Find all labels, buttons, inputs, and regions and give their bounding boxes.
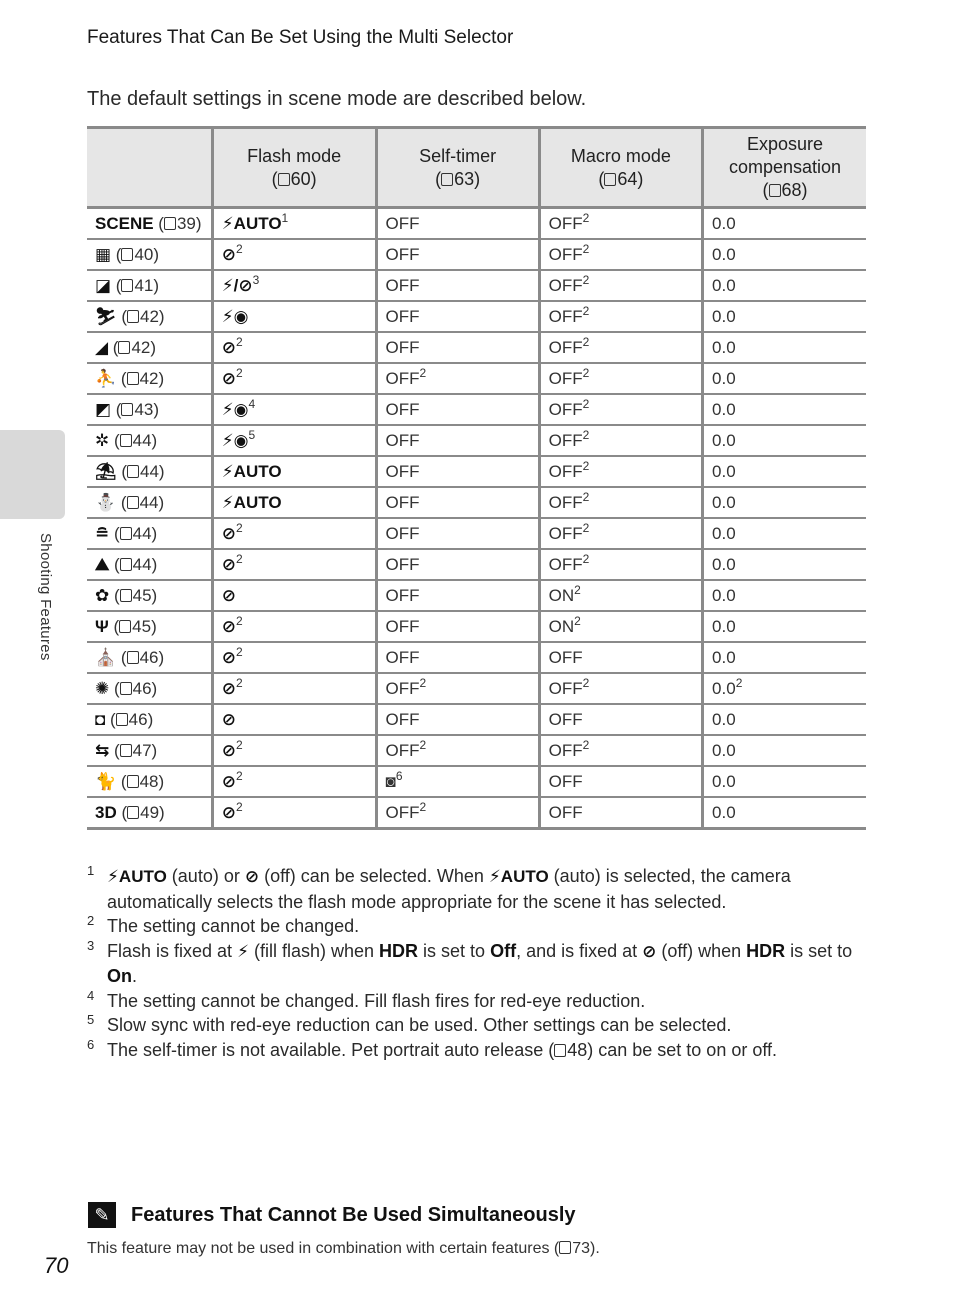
scene-mode-icon: ⛪ [95, 647, 117, 667]
table-row [87, 704, 866, 735]
exposure-cell: 0.0 [703, 394, 866, 425]
scene-mode-icon: ✺ [95, 678, 110, 698]
table-row [87, 487, 866, 518]
book-icon [121, 403, 133, 416]
scene-mode-icon: ✲ [95, 430, 110, 450]
book-icon [127, 465, 139, 478]
book-icon [120, 744, 132, 757]
scene-cell: ⛱ ( 44) [87, 456, 212, 487]
macro-mode-cell: OFF$^2$ [539, 239, 702, 270]
header-self-timer: Self-timer ( 63) [376, 128, 539, 208]
scene-cell: ⛄ ( 44) [87, 487, 212, 518]
footnote-1: 1 ⚡AUTO (auto) or ⊘ (off) can be selected. When ⚡AUTO (auto) is selected, the camera automatically selects the flash mode appropriate for the scene it has selected. [87, 863, 791, 912]
book-icon [120, 434, 132, 447]
exposure-cell: 0.0 [703, 332, 866, 363]
self-timer-cell: OFF [376, 580, 539, 611]
book-icon [278, 173, 290, 186]
flash-mode-cell: ⊘$^2$ [212, 797, 376, 829]
flash-mode-icon: ⊘ [221, 337, 236, 357]
footnote-6: 6 The self-timer is not available. Pet portrait auto release ( 48) can be set to on or off. [87, 1036, 778, 1060]
table-row [87, 425, 866, 456]
flash-mode-cell: ⊘$^2$ [212, 642, 376, 673]
book-icon [769, 184, 781, 197]
table-row [87, 208, 866, 240]
flash-mode-cell: ⊘$^2$ [212, 332, 376, 363]
self-timer-cell: OFF [376, 332, 539, 363]
book-icon [119, 620, 131, 633]
self-timer-cell: OFF [376, 518, 539, 549]
table-row [87, 456, 866, 487]
scene-mode-icon: ◪ [95, 275, 112, 295]
flash-mode-icon: ⊘ [221, 647, 236, 667]
flash-mode-cell: ⚡AUTO$^1$ [212, 208, 376, 240]
flash-mode-cell: ⊘$^2$ [212, 518, 376, 549]
self-timer-cell: OFF [376, 704, 539, 735]
scene-cell: ◩ ( 43) [87, 394, 212, 425]
flash-mode-icon: ⚡/⊘ [221, 275, 253, 295]
book-icon [441, 173, 453, 186]
scene-mode-icon: ◢ [95, 337, 109, 357]
macro-mode-cell: OFF$^2$ [539, 487, 702, 518]
intro-text: The default settings in scene mode are described below. [87, 88, 587, 110]
footnote-5: 5 Slow sync with red-eye reduction can be used. Other settings can be selected. [87, 1012, 732, 1035]
macro-mode-cell: OFF$^2$ [539, 332, 702, 363]
exposure-cell: 0.0 [703, 580, 866, 611]
table-row [87, 363, 866, 394]
flash-mode-cell: ⊘$^2$ [212, 549, 376, 580]
book-icon [118, 341, 130, 354]
table-header-row [87, 128, 866, 208]
exposure-cell: 0.0 [703, 208, 866, 240]
scene-mode-icon: ✿ [95, 585, 110, 605]
self-timer-cell: OFF [376, 642, 539, 673]
table-row [87, 611, 866, 642]
fill-flash-icon: ⚡ [237, 941, 249, 961]
table-row [87, 766, 866, 797]
exposure-cell: 0.0 [703, 766, 866, 797]
scene-cell: ◢ ( 42) [87, 332, 212, 363]
book-icon [164, 217, 176, 230]
book-icon [127, 806, 139, 819]
macro-mode-cell: OFF$^2$ [539, 301, 702, 332]
flash-mode-cell: ⚡/⊘$^3$ [212, 270, 376, 301]
book-icon [127, 775, 139, 788]
header-macro-mode: Macro mode ( 64) [539, 128, 702, 208]
table-row [87, 301, 866, 332]
header-flash-mode: Flash mode ( 60) [212, 128, 376, 208]
scene-cell: ⛪ ( 46) [87, 642, 212, 673]
footnote-3: 3 Flash is fixed at ⚡ (fill flash) when HDR is set to Off, and is fixed at ⊘ (off) when HDR is set to On. [87, 937, 853, 986]
scene-cell: ⛹ ( 42) [87, 363, 212, 394]
footnotes [87, 864, 867, 1062]
scene-mode-icon: Ψ [95, 616, 109, 636]
macro-mode-cell: OFF$^2$ [539, 673, 702, 704]
flash-mode-cell: ⊘$^2$ [212, 735, 376, 766]
macro-mode-cell: OFF$^2$ [539, 735, 702, 766]
book-icon [120, 527, 132, 540]
exposure-cell: 0.0 [703, 704, 866, 735]
exposure-cell: 0.0 [703, 270, 866, 301]
flash-mode-icon: ⊘ [221, 523, 236, 543]
scene-mode-icon: ◩ [95, 399, 112, 419]
flash-mode-icon: ⚡◉ [221, 399, 249, 419]
header-exposure-compensation: Exposure compensation ( 68) [703, 128, 866, 208]
macro-mode-cell: OFF$^2$ [539, 363, 702, 394]
scene-mode-icon: ≘ [95, 523, 110, 543]
self-timer-cell: OFF$^2$ [376, 797, 539, 829]
flash-mode-icon: ⚡AUTO [221, 492, 282, 512]
scene-cell: ◪ ( 41) [87, 270, 212, 301]
table-row [87, 332, 866, 363]
scene-cell: ⛷ ( 42) [87, 301, 212, 332]
scene-cell: Ψ ( 45) [87, 611, 212, 642]
macro-mode-cell: $ON^2$ [539, 580, 702, 611]
macro-mode-cell: OFF [539, 704, 702, 735]
scene-mode-icon: ⇆ [95, 740, 110, 760]
flash-mode-cell: ⊘$^2$ [212, 673, 376, 704]
self-timer-cell: OFF [376, 425, 539, 456]
self-timer-cell: OFF [376, 456, 539, 487]
macro-mode-cell: OFF$^2$ [539, 394, 702, 425]
macro-mode-cell: OFF [539, 797, 702, 829]
flash-mode-icon: ⊘ [221, 244, 236, 264]
scene-cell: 3D ( 49) [87, 797, 212, 829]
table-row [87, 239, 866, 270]
flash-mode-cell [212, 456, 376, 487]
page-header: Features That Can Be Set Using the Multi Selector [87, 27, 514, 48]
book-icon [116, 713, 128, 726]
exposure-cell: 0.0 [703, 549, 866, 580]
self-timer-cell: ◙$^6$ [376, 766, 539, 797]
book-icon [127, 372, 139, 385]
scene-mode-icon: ⛄ [95, 492, 117, 512]
flash-mode-icon: ⊘ [221, 616, 236, 636]
exposure-cell: 0.0 [703, 611, 866, 642]
scene-mode-icon: ⛰ [95, 554, 110, 574]
flash-mode-icon: ⊘ [221, 368, 236, 388]
scene-cell: ◘ ( 46) [87, 704, 212, 735]
book-icon [604, 173, 616, 186]
flash-mode-cell [212, 301, 376, 332]
flash-mode-icon: ⊘ [221, 554, 236, 574]
scene-cell: ▦ ( 40) [87, 239, 212, 270]
flash-mode-icon: ⊘ [221, 771, 236, 791]
scene-mode-icon: ▦ [95, 244, 112, 264]
table-row [87, 580, 866, 611]
exposure-cell: 0.0 [703, 735, 866, 766]
book-icon [120, 589, 132, 602]
footnote-2: 2 The setting cannot be changed. [87, 913, 360, 936]
exposure-cell: 0.0 [703, 301, 866, 332]
flash-mode-cell: ⚡◉$^5$ [212, 425, 376, 456]
exposure-cell: 0.0 [703, 363, 866, 394]
book-icon [120, 682, 132, 695]
exposure-cell: 0.0 [703, 456, 866, 487]
side-tab-label: Shooting Features [37, 533, 54, 661]
book-icon [121, 248, 133, 261]
macro-mode-cell: $ON^2$ [539, 611, 702, 642]
scene-cell: ✿ ( 45) [87, 580, 212, 611]
book-icon [127, 651, 139, 664]
caution-text: This feature may not be used in combination with certain features ( 73). [87, 1240, 600, 1257]
flash-mode-icon: ⊘ [221, 740, 236, 760]
pencil-icon: ✎ [88, 1202, 116, 1228]
table-row [87, 673, 866, 704]
macro-mode-cell: OFF$^2$ [539, 518, 702, 549]
flash-mode-cell: ⊘$^2$ [212, 766, 376, 797]
flash-off-icon: ⊘ [642, 941, 657, 961]
flash-mode-icon: ⊘ [221, 585, 236, 605]
exposure-cell: $0.0^2$ [703, 673, 866, 704]
flash-mode-icon: ⚡◉ [221, 306, 249, 326]
scene-cell: ⛰ ( 44) [87, 549, 212, 580]
flash-mode-icon: ⊘ [221, 802, 236, 822]
table-row [87, 394, 866, 425]
macro-mode-cell: OFF$^2$ [539, 270, 702, 301]
self-timer-cell: OFF [376, 487, 539, 518]
self-timer-cell: OFF [376, 549, 539, 580]
self-timer-cell: OFF [376, 208, 539, 240]
macro-mode-cell: OFF$^2$ [539, 549, 702, 580]
macro-mode-cell: OFF$^2$ [539, 425, 702, 456]
flash-mode-cell: ⊘$^2$ [212, 363, 376, 394]
scene-cell: 🐈 ( 48) [87, 766, 212, 797]
scene-defaults-table [87, 126, 866, 830]
exposure-cell: 0.0 [703, 487, 866, 518]
book-icon [127, 310, 139, 323]
scene-mode-icon: SCENE [95, 213, 154, 233]
exposure-cell: 0.0 [703, 425, 866, 456]
exposure-cell: 0.0 [703, 239, 866, 270]
footnote-4: 4 The setting cannot be changed. Fill flash fires for red-eye reduction. [87, 987, 646, 1011]
table-row [87, 797, 866, 829]
flash-mode-cell [212, 580, 376, 611]
book-icon [559, 1241, 571, 1254]
scene-cell: ✲ ( 44) [87, 425, 212, 456]
flash-auto-icon: ⚡AUTO [107, 867, 167, 886]
scene-cell: ≘ ( 44) [87, 518, 212, 549]
flash-mode-cell [212, 487, 376, 518]
table-row [87, 270, 866, 301]
scene-mode-icon: ⛹ [95, 368, 117, 388]
self-timer-cell: OFF [376, 611, 539, 642]
book-icon [121, 279, 133, 292]
flash-mode-icon: ⚡AUTO [221, 461, 282, 481]
side-tab [0, 430, 65, 519]
scene-cell: ✺ ( 46) [87, 673, 212, 704]
flash-mode-cell: ⊘$^2$ [212, 611, 376, 642]
flash-mode-cell: ⚡◉$^4$ [212, 394, 376, 425]
table-row [87, 735, 866, 766]
macro-mode-cell: OFF$^2$ [539, 456, 702, 487]
flash-mode-icon: ⚡AUTO [221, 213, 282, 233]
macro-mode-cell: OFF [539, 766, 702, 797]
book-icon [120, 558, 132, 571]
scene-mode-icon: ⛷ [95, 306, 117, 326]
caution-title: Features That Cannot Be Used Simultaneously [131, 1204, 576, 1226]
header-scene [87, 128, 212, 208]
scene-mode-icon: 3D [95, 802, 117, 822]
flash-mode-cell: ⊘$^2$ [212, 239, 376, 270]
scene-mode-icon: ◘ [95, 709, 106, 729]
self-timer-cell: OFF$^2$ [376, 363, 539, 394]
scene-cell: SCENE ( 39) [87, 208, 212, 240]
flash-mode-icon: ⊘ [221, 709, 236, 729]
flash-mode-cell [212, 704, 376, 735]
self-timer-cell: OFF [376, 239, 539, 270]
self-timer-cell: OFF$^2$ [376, 735, 539, 766]
scene-cell: ⇆ ( 47) [87, 735, 212, 766]
scene-mode-icon: 🐈 [95, 771, 117, 791]
self-timer-cell: OFF$^2$ [376, 673, 539, 704]
table-row [87, 518, 866, 549]
macro-mode-cell: OFF$^2$ [539, 208, 702, 240]
self-timer-cell: OFF [376, 270, 539, 301]
scene-mode-icon: ⛱ [95, 461, 117, 481]
flash-mode-icon: ⊘ [221, 678, 236, 698]
flash-off-icon: ⊘ [244, 867, 260, 886]
exposure-cell: 0.0 [703, 797, 866, 829]
page-number: 70 [44, 1253, 69, 1278]
table-row [87, 642, 866, 673]
table-row [87, 549, 866, 580]
self-timer-cell: OFF [376, 301, 539, 332]
book-icon [554, 1044, 566, 1057]
exposure-cell: 0.0 [703, 642, 866, 673]
flash-auto-icon: ⚡AUTO [488, 867, 549, 886]
book-icon [127, 496, 139, 509]
self-timer-cell: OFF [376, 394, 539, 425]
flash-mode-icon: ⚡◉ [221, 430, 249, 450]
macro-mode-cell: OFF [539, 642, 702, 673]
exposure-cell: 0.0 [703, 518, 866, 549]
